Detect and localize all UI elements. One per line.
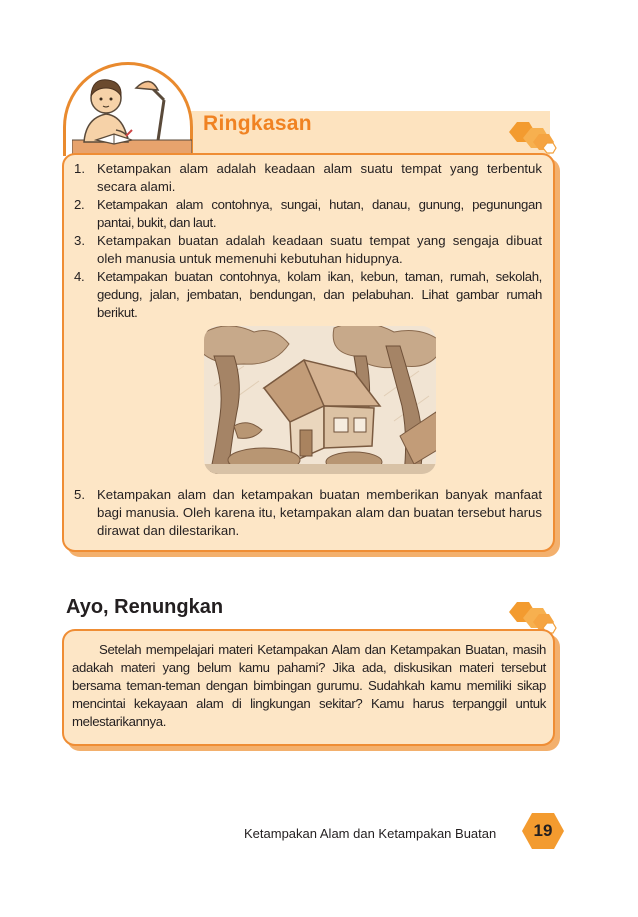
list-item-text: Ketampakan buatan contohnya, kolam ikan, kebun, taman, rumah, sekolah, gedung, jalan, jembatan, bendungan, dan pelabuhan. Lihat gambar rumah berikut. xyxy=(97,269,542,320)
summary-list xyxy=(74,160,542,322)
summary-title: Ringkasan xyxy=(203,112,312,135)
list-item-text: Ketampakan alam dan ketampakan buatan memberikan banyak manfaat bagi manusia. Oleh karena itu, ketampakan alam dan buatan tersebut harus dirawat dan dilestarikan. xyxy=(97,487,542,538)
list-item-text: Ketampakan alam contohnya, sungai, hutan, danau, gunung, pegunungan pantai, bukit, dan laut. xyxy=(97,197,542,230)
summary-list-continued xyxy=(74,486,542,540)
list-item-number: 4. xyxy=(74,269,85,284)
list-item xyxy=(74,196,542,232)
reflection-text: Setelah mempelajari materi Ketampakan Alam dan Ketampakan Buatan, masih adakah materi yang belum kamu pahami? Jika ada, diskusikan materi tersebut bersama teman-teman dengan bimbingan gurumu. Sudahkah kamu memiliki sikap mencintai kekayaan alam di lingkungan sekitar? Kamu harus terpanggil untuk melestarikannya. xyxy=(72,642,546,729)
list-item xyxy=(74,486,542,540)
reflection-title: Ayo, Renungkan xyxy=(66,596,224,618)
house-illustration xyxy=(204,326,436,474)
child-studying-at-desk-icon xyxy=(72,70,192,156)
list-item-number: 5. xyxy=(74,487,85,502)
list-item-number: 1. xyxy=(74,161,85,176)
list-item xyxy=(74,160,542,196)
list-item xyxy=(74,232,542,268)
list-item-text: Ketampakan alam adalah keadaan alam suatu tempat yang terbentuk secara alami. xyxy=(97,161,542,194)
list-item-number: 2. xyxy=(74,197,85,212)
page-number: 19 xyxy=(533,821,553,840)
list-item xyxy=(74,268,542,322)
list-item-text: Ketampakan buatan adalah keadaan suatu tempat yang sengaja dibuat oleh manusia untuk memenuhi kebutuhan hidupnya. xyxy=(97,233,542,266)
footer-book-title: Ketampakan Alam dan Ketampakan Buatan xyxy=(244,826,497,841)
list-item-number: 3. xyxy=(74,233,85,248)
